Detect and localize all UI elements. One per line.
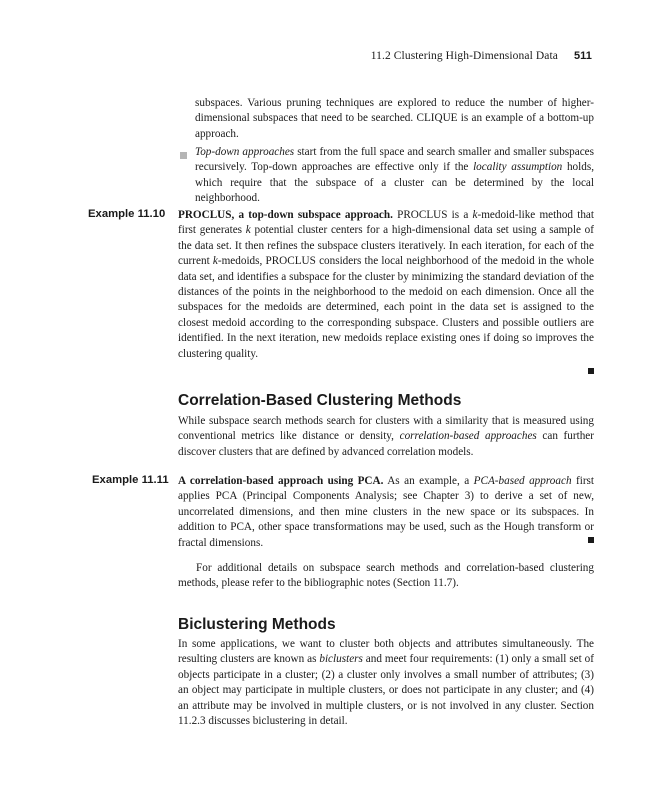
ex2-text-1: As an example, a [383, 475, 474, 487]
locality-term: locality assumption [473, 161, 563, 174]
example-11-10-title: PROCLUS, a top-down subspace approach. [178, 209, 393, 221]
top-down-term: Top-down approaches [195, 146, 295, 158]
example-11-10-body [178, 208, 594, 362]
running-header-section: 11.2 Clustering High-Dimensional Data [370, 50, 558, 62]
ex1-text-1: PROCLUS is a [392, 209, 473, 221]
section-heading-correlation: Correlation-Based Clustering Methods [178, 392, 462, 409]
bicl-text-1: In some applications, we want to cluster both objects and attributes simultaneously. The resulting clusters are known as [178, 638, 594, 666]
example-11-11-label: Example 11.11 [92, 474, 169, 486]
corr-text-2: can further discover clusters that are defined by advanced correlation models. [178, 430, 594, 458]
ex1-k3: k [212, 255, 218, 268]
ex1-text-3: potential cluster centers for a high-dimensional data set using a sample of the data set. It then refines the subspace clusters iteratively. In each iteration, for each of the current [178, 224, 594, 268]
example-11-10-label: Example 11.10 [88, 208, 166, 220]
ex1-text-4: -medoids, PROCLUS considers the local neighborhood of the medoid in the whole data set, and identifies a subspace for the cluster by minimizing the standard deviation of the distances of the points in the neighborhood to the medoid on each dimension. Once all the subspaces for the medoids are determined, each point in the data set is assigned to the closest medoid according to the corresponding subspace. Clusters and possible outliers are identified. In the next iteration, new medoids replace existing ones if doing so improves the clustering quality. [178, 255, 594, 360]
corr-text-1: While subspace search methods search for clusters with a similarity that is measured using conventional metrics like distance or density, [178, 415, 594, 443]
additional-details-paragraph: For additional details on subspace search methods and correlation-based clustering methods, please refer to the bibliographic notes (Section 11.7). [178, 562, 594, 590]
intro-continuation: subspaces. Various pruning techniques are explored to reduce the number of higher-dimensional subspaces that need to be searched. CLIQUE is an example of a bottom-up approach. [195, 97, 594, 140]
ex1-text-2: -medoid-like method that first generates [178, 209, 594, 237]
bicl-text-2: and meet four requirements: (1) only a small set of objects participate in a cluster; (2) a cluster only involves a small number of attributes; (3) an object may participate in multiple clusters, or does not participate in any cluster; and (4) an attribute may be involved in multiple clusters, or is not involved in any cluster. Section 11.2.3 discusses biclustering in detail. [178, 653, 594, 728]
top-down-text-b: holds, which require that the subspace of a cluster can be determined by the local neighborhood. [195, 161, 594, 205]
bicl-term: biclusters [319, 653, 363, 666]
top-down-text-a: start from the full space and search smaller and smaller subspaces recursively. Top-down approaches are effective only if the [195, 146, 595, 174]
end-of-example-mark [588, 368, 594, 374]
correlation-paragraph [178, 414, 594, 460]
corr-term: correlation-based approaches [399, 430, 537, 443]
running-header [371, 50, 592, 62]
bullet-square-icon [180, 152, 187, 159]
section-heading-biclustering: Biclustering Methods [178, 616, 336, 633]
ex2-text-2: first applies PCA (Principal Components Analysis; see Chapter 3) to derive a set of new, uncorrelated dimensions, and then mine clusters in the new space or its subspaces. In addition to PCA, other space transformations may be used, such as the Hough transform or fractal dimensions. [178, 475, 595, 549]
top-down-bullet [195, 145, 594, 207]
example-11-11-body [178, 474, 594, 551]
example-11-11-title: A correlation-based approach using PCA. [178, 475, 384, 487]
page-number: 511 [573, 50, 592, 62]
ex2-term: PCA-based approach [473, 475, 572, 487]
ex1-k1: k [472, 209, 478, 221]
end-of-example-mark [588, 537, 594, 543]
ex1-k2: k [245, 224, 251, 237]
biclustering-paragraph [178, 637, 594, 729]
